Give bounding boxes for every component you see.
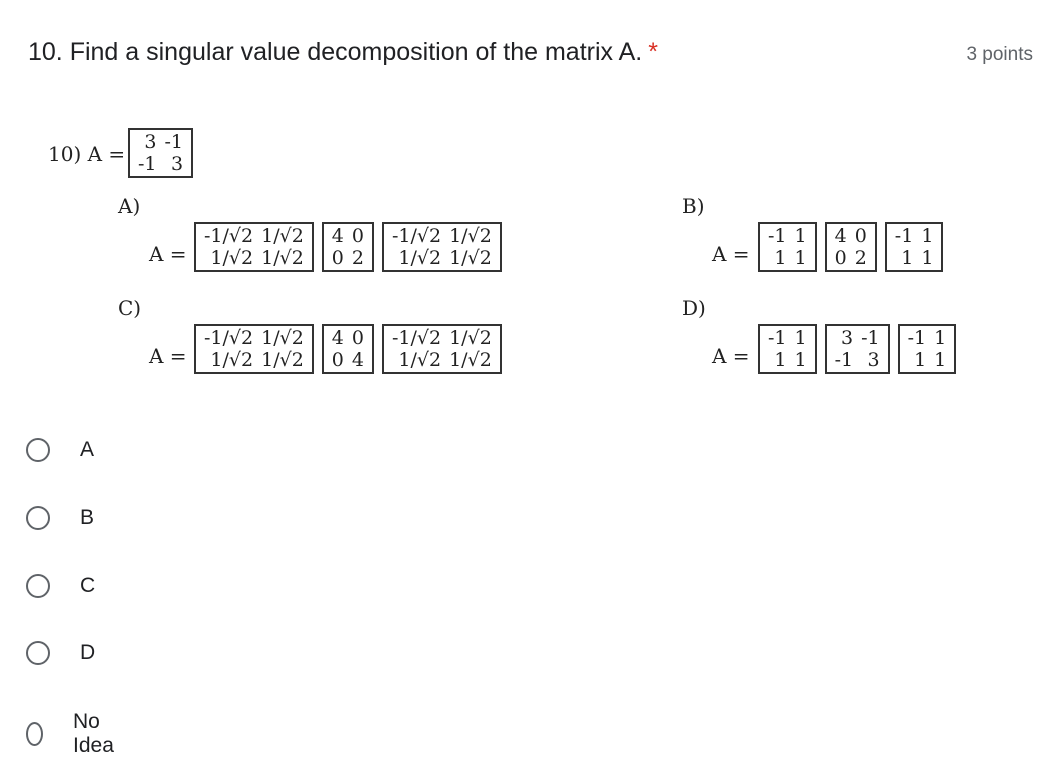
matrix-cell: -1/√2 [204,327,254,349]
matrix-cell: 1/√2 [210,247,254,269]
matrix-cell: -1 [164,131,184,153]
matrix-cell: -1/√2 [391,225,442,247]
choice-b-prefix: A = [712,242,750,266]
matrix-cell: 1 [794,327,807,349]
radio-circle-icon[interactable] [26,438,50,462]
option-a[interactable] [26,438,94,462]
matrix-cell: 1 [934,349,947,371]
matrix-cell: -1 [768,327,787,349]
matrix-bracket [128,128,193,178]
matrix-cell: 1/√2 [449,225,492,247]
matrix-cell: 0 [854,225,867,247]
matrix-cell: 1/√2 [398,247,442,269]
matrix-cell: 1 [934,327,947,349]
matrix-cell: 1 [774,247,787,269]
matrix-cell: 0 [834,247,847,269]
matrix-bracket [898,324,957,374]
matrix-cell: 3 [841,327,854,349]
option-label: A [80,438,95,461]
matrix-cell: 3 [867,349,880,371]
matrix-cell: -1 [834,349,854,371]
matrix-bracket [382,222,502,272]
matrix-cell: -1 [907,327,927,349]
matrix-cell: 1/√2 [261,247,304,269]
matrix-cell: 4 [351,349,364,371]
radio-circle-icon[interactable] [26,574,50,598]
matrix-cell: -1/√2 [204,225,254,247]
matrix-cell: 1/√2 [261,349,304,371]
matrix-cell: 0 [331,247,344,269]
matrix-cell: 1 [921,247,934,269]
choice-b-product [758,222,943,272]
option-label: B [80,506,95,529]
choice-a-prefix: A = [149,242,187,266]
matrix-bracket [194,222,314,272]
matrix-cell: 1 [794,225,807,247]
matrix-cell: 4 [331,225,344,247]
matrix-cell: 0 [351,327,364,349]
question-image [40,120,1015,410]
required-asterisk: * [648,38,658,66]
matrix-cell: 1/√2 [398,349,442,371]
matrix-cell: -1 [894,225,914,247]
matrix-cell: 1 [794,349,807,371]
question-title [28,38,658,67]
radio-circle-icon[interactable] [26,641,50,665]
option-d[interactable] [26,641,95,665]
matrix-cell: 1/√2 [210,349,254,371]
option-no-idea[interactable] [26,710,121,758]
matrix-cell: 3 [144,131,157,153]
matrix-cell: 1 [774,349,787,371]
matrix-cell: -1 [138,153,157,175]
matrix-cell: 1 [794,247,807,269]
matrix-cell: 0 [331,349,344,371]
choice-label-b: B) [682,194,705,218]
option-c[interactable] [26,574,95,598]
question-text: 10. Find a singular value decomposition of the matrix A. [28,38,643,66]
option-label: C [80,574,96,597]
matrix-cell: 4 [331,327,344,349]
choice-d-product [758,324,956,374]
choice-label-c: C) [118,296,142,320]
choice-d-prefix: A = [712,344,750,368]
matrix-bracket [758,324,817,374]
matrix-bracket [194,324,314,374]
matrix-cell: 2 [351,247,364,269]
matrix-bracket [885,222,944,272]
matrix-cell: -1 [861,327,880,349]
matrix-cell: 1 [914,349,927,371]
matrix-cell: 1/√2 [449,327,492,349]
matrix-cell: 4 [834,225,847,247]
radio-circle-icon[interactable] [26,506,50,530]
choice-c-product [194,324,502,374]
matrix-bracket [382,324,502,374]
option-b[interactable] [26,506,94,530]
choice-label-a: A) [118,194,141,218]
matrix-cell: 1/√2 [449,247,492,269]
radio-circle-icon[interactable] [26,722,43,746]
matrix-bracket [825,324,890,374]
choice-label-d: D) [682,296,706,320]
matrix-cell: -1 [768,225,787,247]
matrix-cell: 1/√2 [261,327,304,349]
option-label: D [80,641,96,664]
matrix-cell: 1/√2 [449,349,492,371]
matrix-cell: 1 [901,247,914,269]
choice-a-product [194,222,502,272]
matrix-cell: -1/√2 [391,327,442,349]
points-label: 3 points [966,44,1033,65]
matrix-cell: 0 [351,225,364,247]
matrix-bracket [322,222,374,272]
choice-c-prefix: A = [149,344,187,368]
matrix-cell: 3 [170,153,184,175]
matrix-bracket [758,222,817,272]
matrix-bracket [825,222,877,272]
matrix-cell: 2 [854,247,867,269]
matrix-cell: 1/√2 [261,225,304,247]
matrix-A [128,128,193,178]
prompt-label: 10) A = [48,142,126,166]
matrix-bracket [322,324,374,374]
option-label: No Idea [73,710,114,757]
matrix-cell: 1 [921,225,934,247]
